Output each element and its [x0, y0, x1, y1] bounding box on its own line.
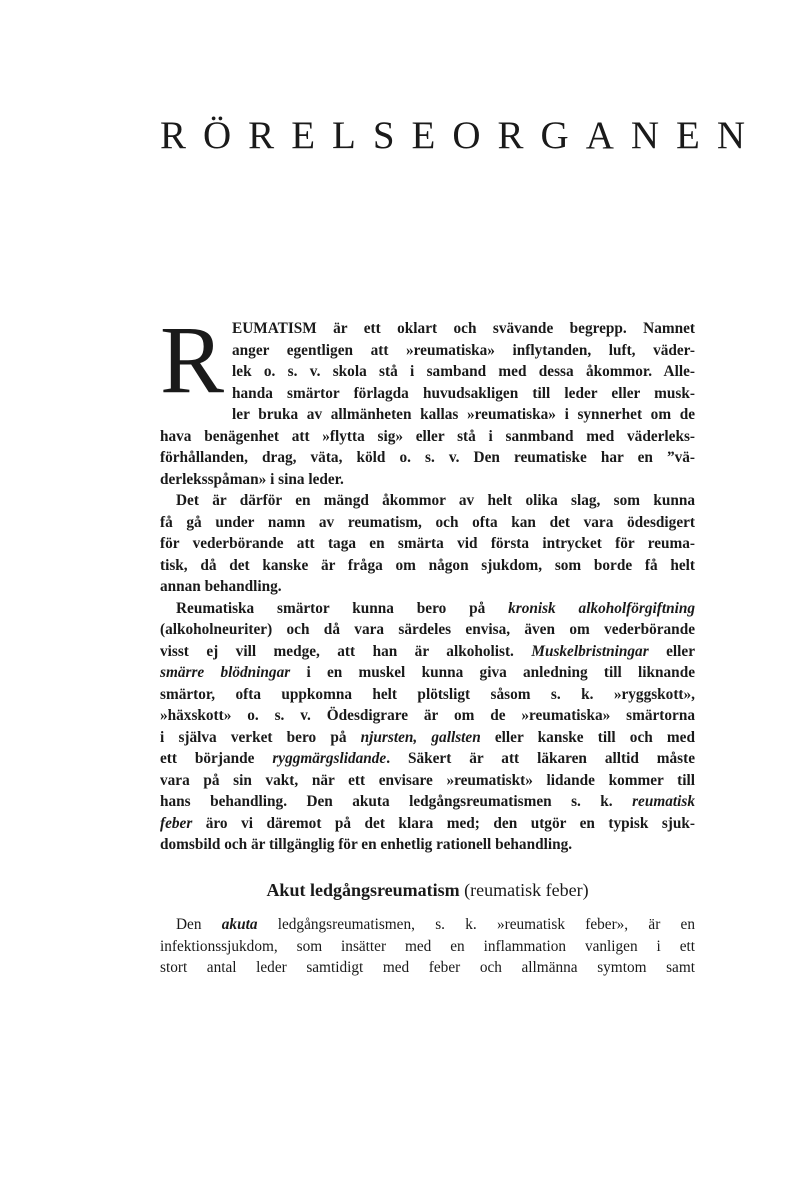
- text-line: domsbild och är tillgänglig för en enhetlig rationell behandling.: [160, 836, 573, 853]
- text-line: smärre blödningar i en muskel kunna giva anledning till liknande: [160, 664, 695, 681]
- chapter-title: RÖRELSEORGANEN: [160, 114, 763, 157]
- text-line: hans behandling. Den akuta ledgångsreumatismen s. k. reumatisk: [160, 793, 695, 810]
- text-line: tisk, då det kanske är fråga om någon sjukdom, som borde få helt: [160, 556, 695, 574]
- body-text: [160, 306, 695, 856]
- text-line: ler bruka av allmänheten kallas »reumatiska» i synnerhet om de: [232, 406, 695, 423]
- text-line: Det är därför en mängd åkommor av helt olika slag, som kunna: [176, 492, 695, 509]
- text-line: EUMATISM är ett oklart och svävande begrepp. Namnet: [232, 320, 695, 337]
- text-line: Reumatiska smärtor kunna bero på kronisk alkoholförgiftning: [176, 599, 695, 617]
- paragraph-3: [160, 598, 695, 856]
- text-line: Den akuta ledgångsreumatismen, s. k. »reumatisk feber», är en: [176, 916, 695, 933]
- paragraph-1: [160, 306, 695, 490]
- text-line: hava benägenhet att »flytta sig» eller stå i sanmband med väderleks-: [160, 427, 695, 445]
- text-line: »häxskott» o. s. v. Ödesdigrare är om de »reumatiska» smärtorna: [160, 707, 695, 724]
- text-line: i själva verket bero på njursten, gallsten eller kanske till och med: [160, 728, 695, 746]
- paragraph-4: [160, 914, 695, 979]
- text-line: handa smärtor förlagda huvudsakligen till leder eller musk-: [232, 384, 695, 402]
- text-line: smärtor, ofta uppkomna helt plötsligt såsom s. k. »ryggskott»,: [160, 685, 695, 703]
- text-line: för vederbörande att taga en smärta vid första intrycket för reuma-: [160, 535, 695, 552]
- text-line: vara på sin vakt, när ett envisare »reumatiskt» lidande kommer till: [160, 771, 695, 789]
- text-line: ett börjande ryggmärgslidande. Säkert är att läkaren alltid måste: [160, 750, 695, 767]
- text-line: infektionssjukdom, som insätter med en inflammation vanligen i ett: [160, 937, 695, 955]
- text-line: feber äro vi däremot på det klara med; den utgör en typisk sjuk-: [160, 814, 695, 832]
- text-line: visst ej vill medge, att han är alkoholist. Muskelbristningar eller: [160, 642, 695, 660]
- drop-cap: R: [160, 306, 225, 413]
- text-line: lek o. s. v. skola stå i samband med dessa åkommor. Alle-: [232, 363, 695, 380]
- section-heading: Akut ledgångsreumatism (reumatisk feber): [266, 880, 589, 900]
- text-line: (alkoholneuriter) och då vara särdeles envisa, även om vederbörande: [160, 621, 695, 638]
- text-line: anger egentligen att »reumatiska» inflytanden, luft, väder-: [232, 341, 695, 359]
- paragraph-2: [160, 490, 695, 598]
- text-line: förhållanden, drag, väta, köld o. s. v. Den reumatiske har en ”vä-: [160, 449, 695, 466]
- text-line: annan behandling.: [160, 578, 282, 595]
- text-line: få gå under namn av reumatism, och ofta kan det vara ödesdigert: [160, 513, 695, 531]
- body-text-continued: [160, 914, 695, 979]
- text-line: derleksspåman» i sina leder.: [160, 470, 344, 488]
- text-line: stort antal leder samtidigt med feber och allmänna symtom samt: [160, 959, 695, 976]
